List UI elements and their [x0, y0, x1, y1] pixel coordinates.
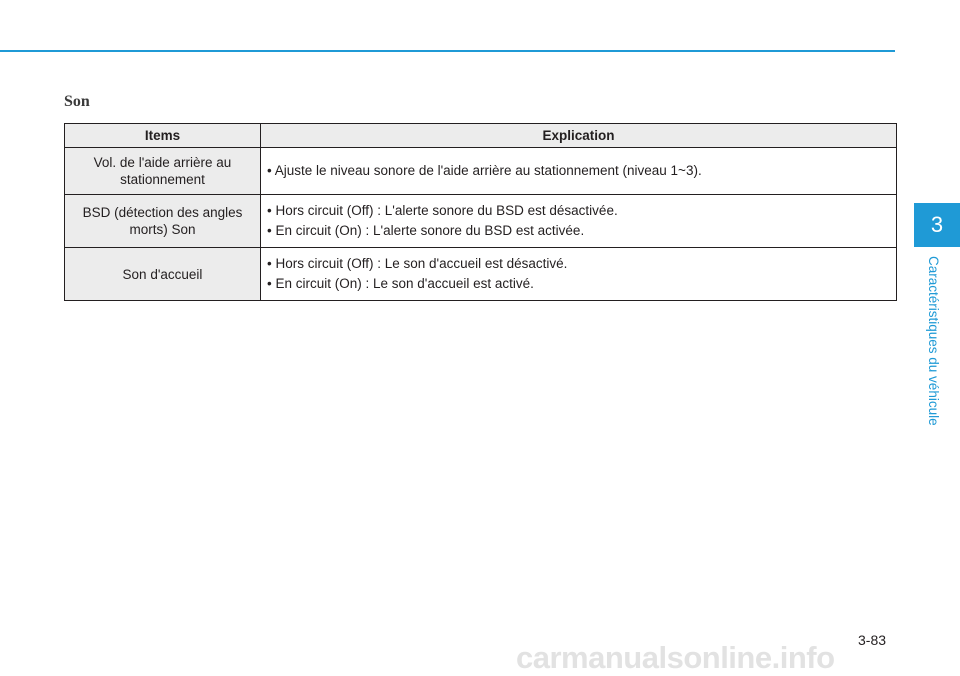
watermark: carmanualsonline.info: [516, 640, 835, 675]
row-explication: [261, 248, 897, 301]
explication-line: • Ajuste le niveau sonore de l'aide arrière au stationnement (niveau 1~3).: [267, 163, 702, 178]
table-row: [65, 148, 897, 195]
row-item-label: Son d'accueil: [65, 248, 261, 301]
header-rule: [0, 50, 895, 52]
explication-line: • Hors circuit (Off) : Le son d'accueil est désactivé.: [267, 256, 568, 271]
row-explication: [261, 148, 897, 195]
chapter-label: Caractéristiques du véhicule: [926, 256, 941, 426]
page-number: 3-83: [858, 632, 887, 648]
column-header-explication: Explication: [261, 124, 897, 148]
row-item-label: BSD (détection des angles morts) Son: [65, 195, 261, 248]
explication-line: • En circuit (On) : Le son d'accueil est activé.: [267, 276, 534, 291]
explication-line: • En circuit (On) : L'alerte sonore du BSD est activée.: [267, 223, 585, 238]
table-header-row: [65, 124, 897, 148]
table-row: [65, 248, 897, 301]
section-title: Son: [64, 93, 90, 110]
chapter-tab[interactable]: 3: [914, 203, 960, 247]
settings-table: [64, 123, 897, 301]
row-explication: [261, 195, 897, 248]
explication-line: • Hors circuit (Off) : L'alerte sonore du BSD est désactivée.: [267, 203, 618, 218]
column-header-items: Items: [65, 124, 261, 148]
table-row: [65, 195, 897, 248]
row-item-label: Vol. de l'aide arrière au stationnement: [65, 148, 261, 195]
